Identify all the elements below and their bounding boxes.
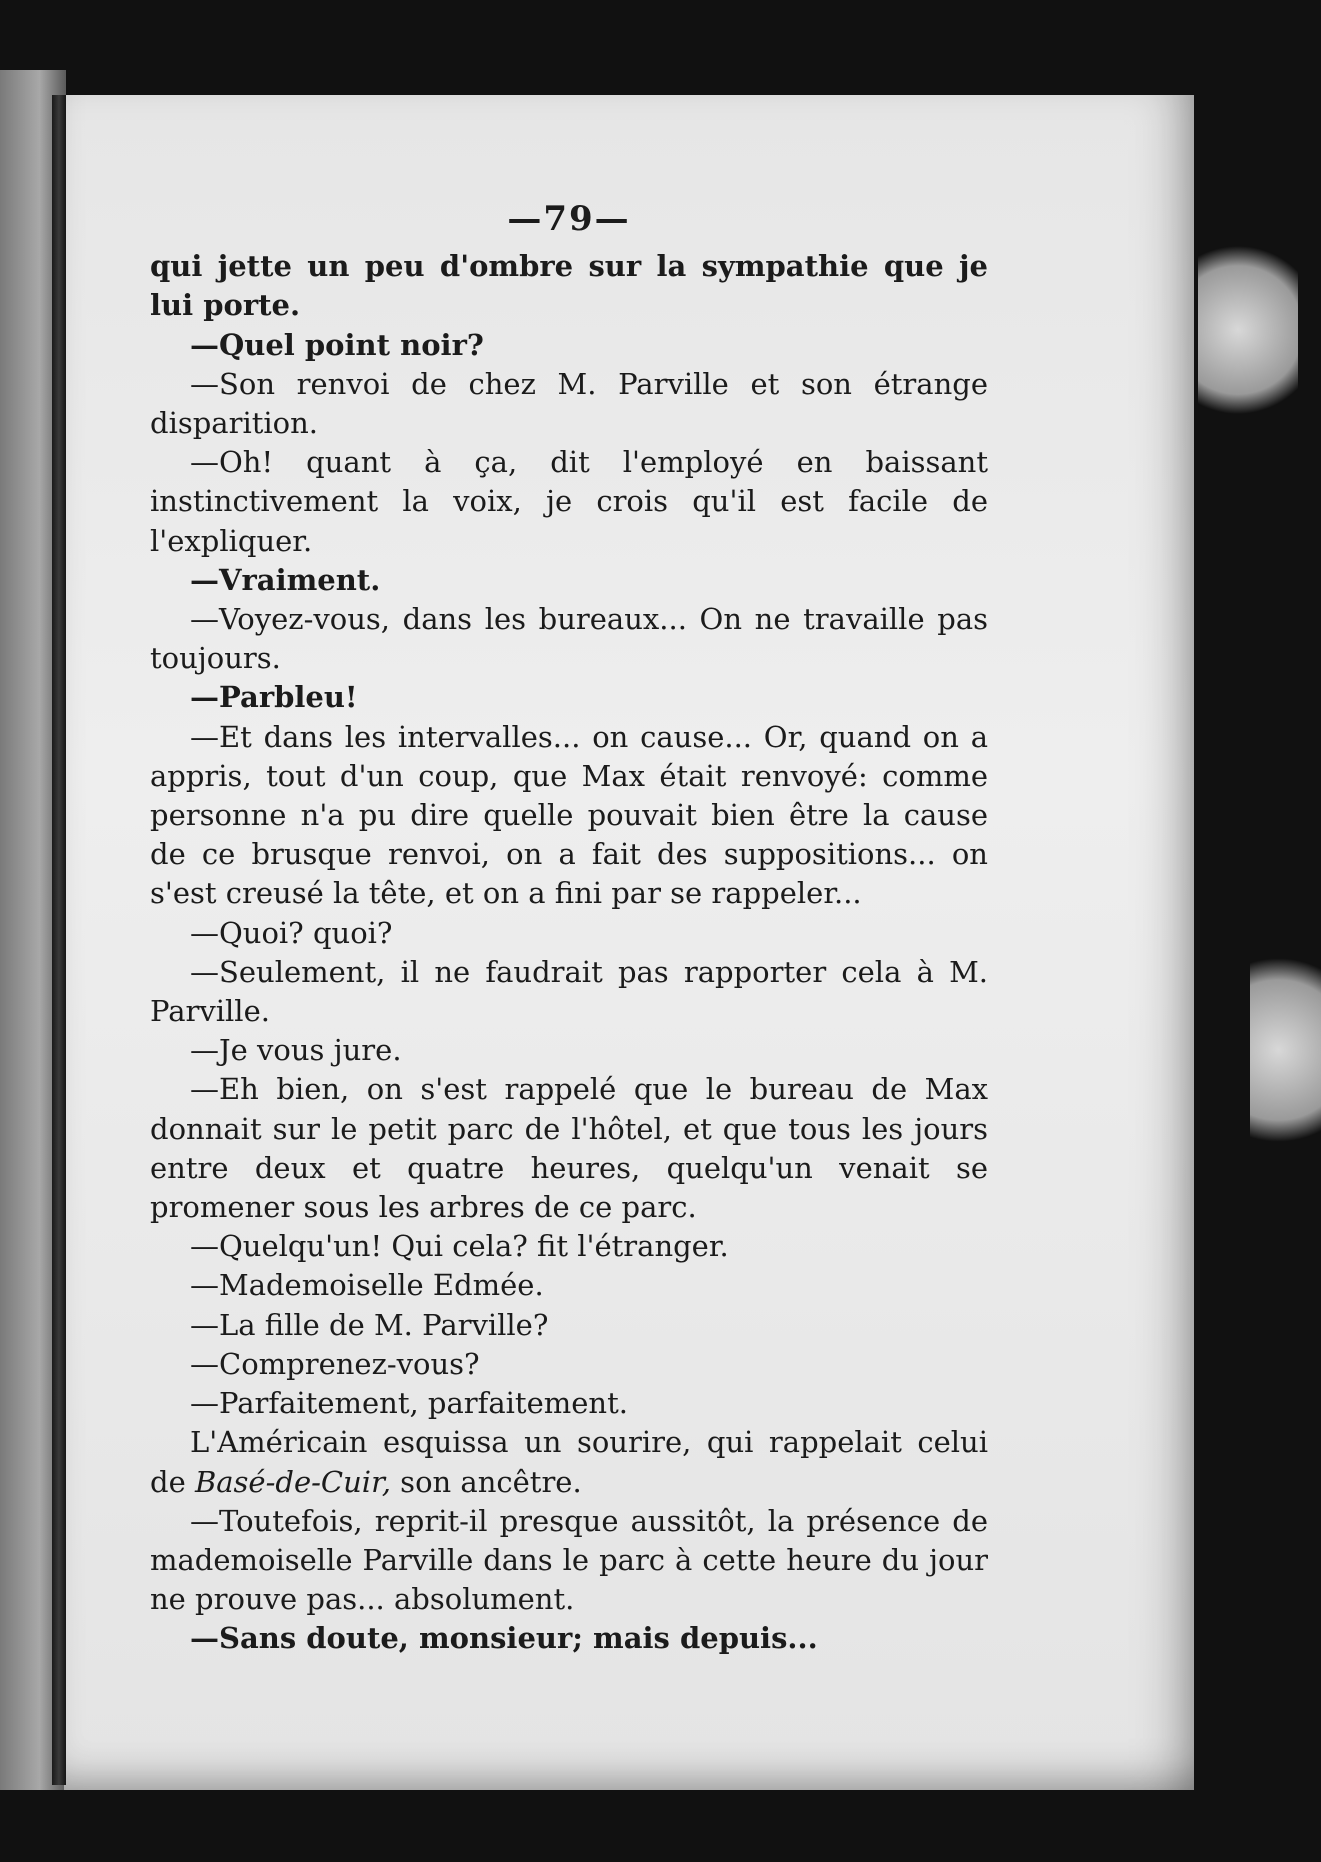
paragraph-4: —Oh! quant à ça, dit l'employé en baissant instinctivement la voix, je crois qu'il est facile de l'expliquer. <box>150 445 988 558</box>
page-text <box>150 200 988 1659</box>
paragraph-5: —Vraiment. <box>190 562 381 597</box>
paragraph-15: —La fille de M. Parville? <box>190 1307 549 1342</box>
book-spine <box>52 95 66 1785</box>
paragraph-14: —Mademoiselle Edmée. <box>190 1268 544 1303</box>
paragraph-13: —Quelqu'un! Qui cela? fit l'étranger. <box>190 1229 729 1264</box>
paragraph-18 <box>150 1423 988 1501</box>
paragraph-2: —Quel point noir? <box>190 327 484 362</box>
page-number: —79— <box>507 199 631 239</box>
paragraph-10: —Seulement, il ne faudrait pas rapporter cela à M. Parville. <box>150 954 988 1029</box>
paragraph-12: —Eh bien, on s'est rappelé que le bureau de Max donnait sur le petit parc de l'hôtel, et que tous les jours entre deux et quatre heures, quelqu'un venait se promener sous les arbres de ce parc. <box>150 1072 988 1225</box>
torn-paper-fragment <box>1250 930 1321 1170</box>
paragraph-6: —Voyez-vous, dans les bureaux... On ne travaille pas toujours. <box>150 602 988 676</box>
paragraph-7: —Parbleu! <box>190 680 358 715</box>
torn-paper-fragment <box>1198 230 1298 430</box>
paragraph-20: —Sans doute, monsieur; mais depuis... <box>190 1621 818 1656</box>
paragraph-16: —Comprenez-vous? <box>190 1346 480 1381</box>
paragraph-9: —Quoi? quoi? <box>190 915 393 950</box>
paragraph-1: qui jette un peu d'ombre sur la sympathie que je lui porte. <box>150 249 988 323</box>
paragraph-19: —Toutefois, reprit-il presque aussitôt, la présence de mademoiselle Parville dans le parc à cette heure du jour ne prouve pas... absolument. <box>150 1503 988 1617</box>
paragraph-18-after: son ancêtre. <box>390 1464 582 1499</box>
paragraph-18-before: L'Américain esquissa un sourire, qui rappelait celui de <box>150 1425 988 1499</box>
paragraph-11: —Je vous jure. <box>190 1033 402 1068</box>
paragraph-3: —Son renvoi de chez M. Parville et son étrange disparition. <box>150 366 988 441</box>
paragraph-17: —Parfaitement, parfaitement. <box>190 1386 628 1421</box>
paragraph-8: —Et dans les intervalles... on cause... Or, quand on a appris, tout d'un coup, que Max était renvoyé: comme personne n'a pu dire quelle pouvait bien être la cause de ce brusque renvoi, on a fait des suppositions... on s'est creusé la tête, et on a fini par se rappeler... <box>150 719 988 911</box>
paragraph-18-italic: Basé-de-Cuir, <box>194 1464 391 1499</box>
